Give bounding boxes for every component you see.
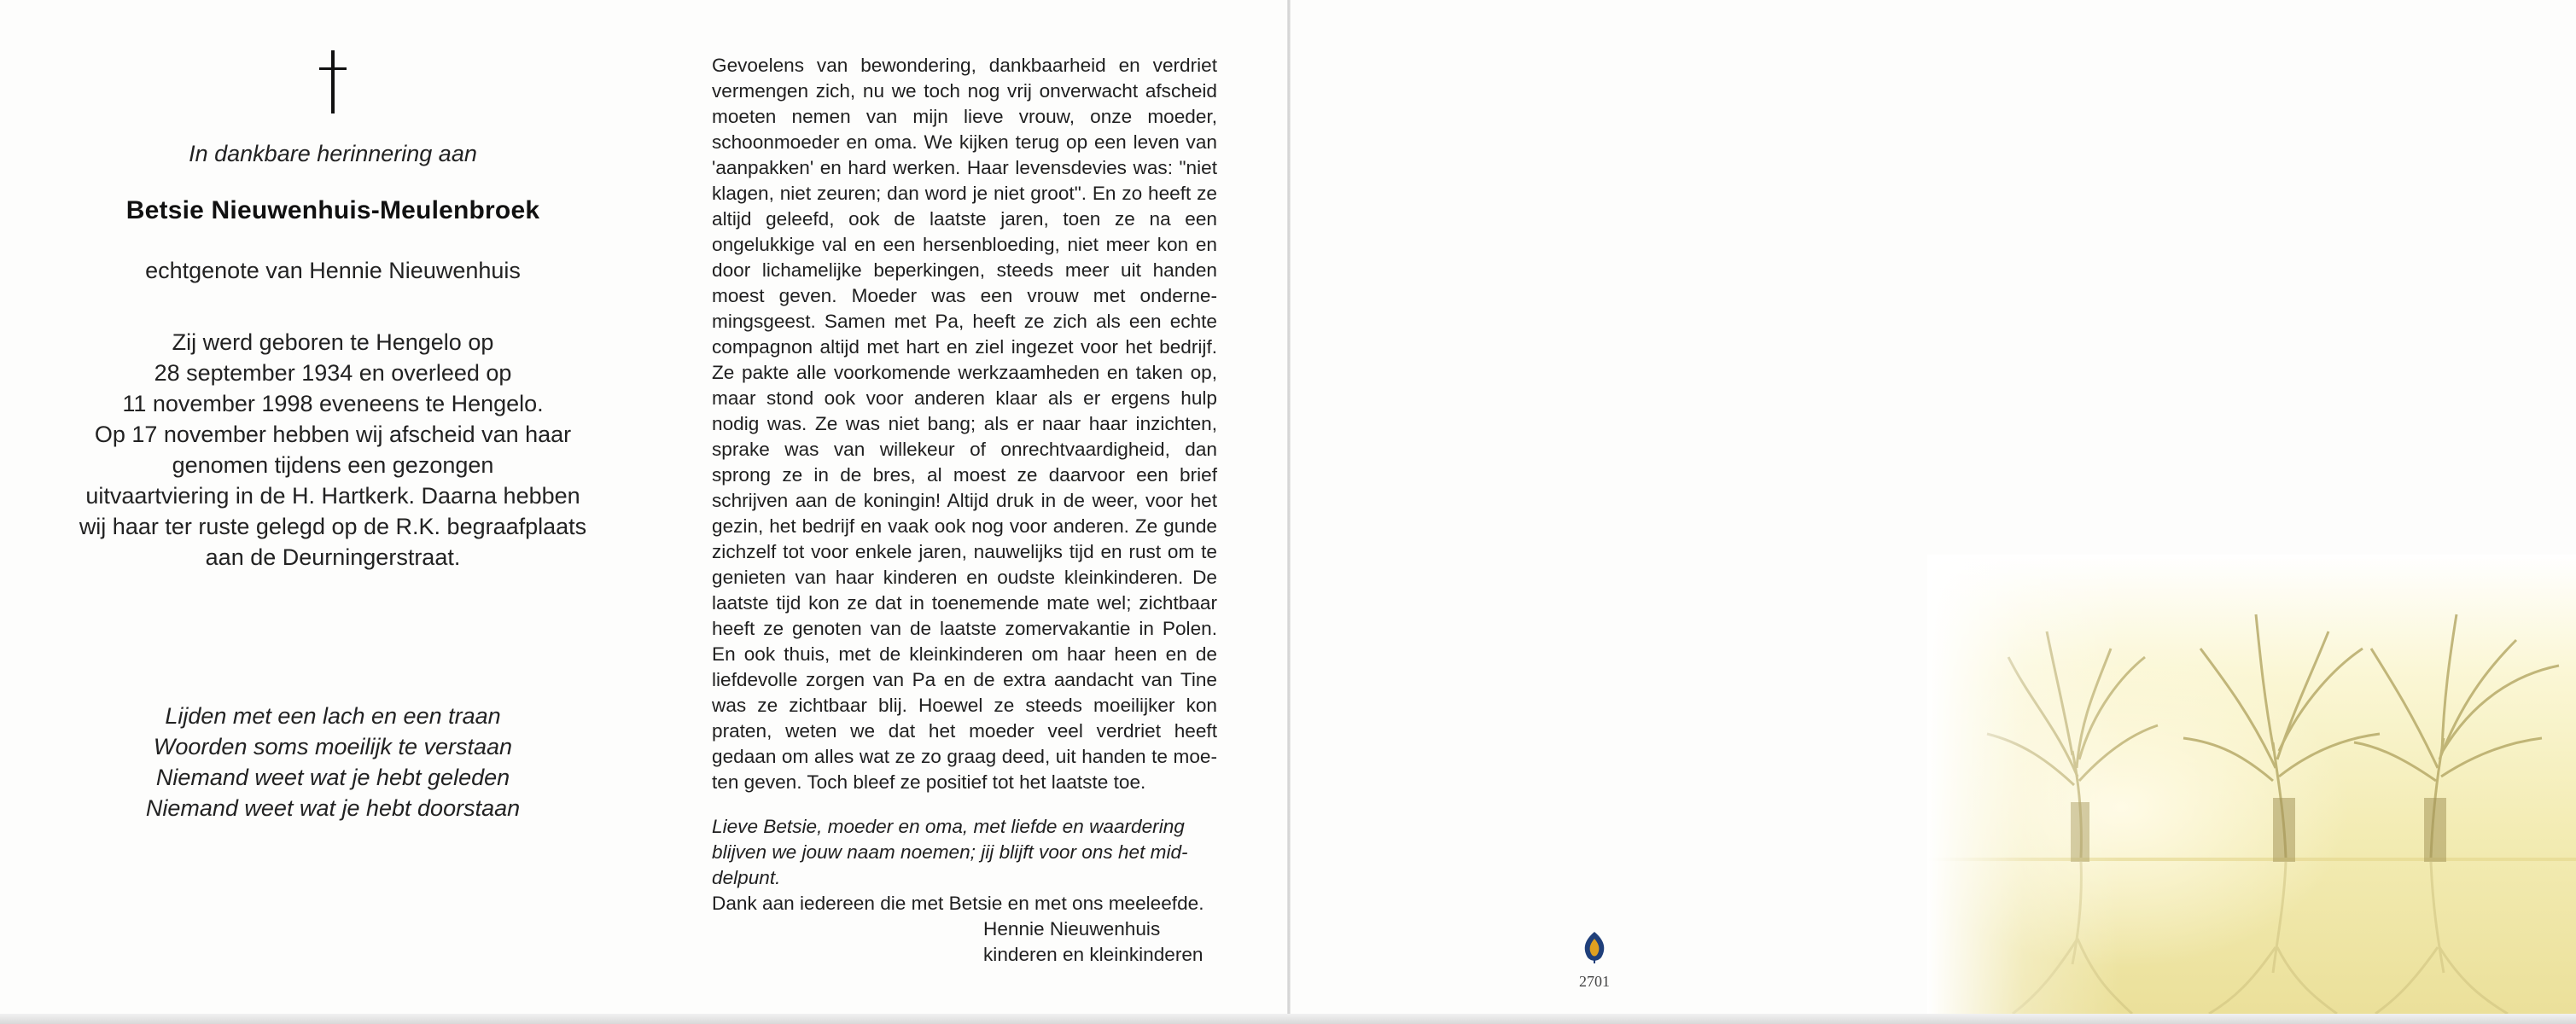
card-fold <box>1287 0 1291 1024</box>
signature-line: kinderen en kleinkinderen <box>983 944 1203 965</box>
signature-line: Hennie Nieuwenhuis <box>983 918 1161 940</box>
bio-line: 11 november 1998 eveneens te Hengelo. <box>122 391 544 416</box>
poem-line: Niemand weet wat je hebt geleden <box>155 765 510 790</box>
card-code: 2701 <box>1579 973 1610 990</box>
intro-text: In dankbare herinnering aan <box>189 141 477 166</box>
tribute-text: Lieve Betsie, moeder en oma, met liefde en waardering blijven we jouw naam noemen; jij blijft voor ons het mid-delpunt. <box>712 816 1188 888</box>
willow-trees-photo <box>1927 555 2576 1014</box>
cross-icon <box>307 47 358 115</box>
left-panel <box>51 47 615 823</box>
memorial-paragraph: Gevoelens van bewondering, dankbaarheid en verdriet vermengen zich, nu we toch nog vrij onverwacht afscheid moeten nemen van mijn lieve vrouw, onze moeder, schoonmoeder en oma. We kijken terug op een leven van 'aanpakken' en hard werken. Haar levensdevies was: "niet klagen, niet zeuren; dan word je niet groot". En zo heeft ze altijd geleefd, ook de laatste jaren, toen ze na een ongelukkige val en een hersenbloeding, niet meer kon en door lichamelijke beperkingen, steeds meer uit handen moest geven. Moeder was een vrouw met onderne-mingsgeest. Samen met Pa, heeft ze zich als een echte compagnon altijd met hart en ziel ingezet voor het bedrijf. Ze pakte alle voorkomende werkzaamheden en taken op, maar stond ook voor anderen klaar als er ergens hulp nodig was. Ze was niet bang; als er naar haar inzichten, sprake was van willekeur of onrechtvaardigheid, dan sprong ze in de bres, al moest ze daarvoor een brief schrijven aan de koningin! Altijd druk in de weer, voor het gezin, het bedrijf en vaak ook nog voor anderen. Ze gunde zichzelf tot voor enkele jaren, nauwelijks tijd en rust om te genieten van haar kinderen en oudste kleinkinderen. De laatste tijd kon ze dat in toenemende mate wel; zichtbaar heeft ze genoten van de laatste zomervakantie in Polen. En ook thuis, met de kleinkinderen om haar heen en de liefdevolle zorgen van Pa en de extra aandacht van Tine was ze zichtbaar blij. Hoewel ze steeds moeilijker kon praten, weten we dat het moeder veel verdriet heeft gedaan om alles wat ze zo graag deed, uit handen te moe-ten geven. Toch bleef ze positief tot het laatste toe. <box>712 55 1217 793</box>
poem-line: Lijden met een lach en een traan <box>165 703 501 729</box>
bio-line: aan de Deurningerstraat. <box>205 544 461 570</box>
poem-block <box>51 701 615 823</box>
deceased-name: Betsie Nieuwenhuis-Meulenbroek <box>125 196 540 224</box>
thanks-text: Dank aan iedereen die met Betsie en met ons meeleefde. <box>712 893 1204 914</box>
card-bottom-edge <box>0 1014 2576 1024</box>
poem-line: Woorden soms moeilijk te verstaan <box>153 734 513 759</box>
poem-line: Niemand weet wat je hebt doorstaan <box>145 795 521 821</box>
bio-line: uitvaartviering in de H. Hartkerk. Daarna hebben <box>85 483 580 509</box>
bio-line: genomen tijdens een gezongen <box>172 452 494 478</box>
bio-line: wij haar ter ruste gelegd op de R.K. begraafplaats <box>79 514 587 539</box>
bio-line: Op 17 november hebben wij afscheid van haar <box>94 422 572 447</box>
bio-line: 28 september 1934 en overleed op <box>154 360 512 386</box>
bio-block <box>51 327 615 573</box>
spouse-line: echtgenote van Hennie Nieuwenhuis <box>145 258 521 283</box>
leaf-logo-icon <box>1579 930 1610 964</box>
bio-line: Zij werd geboren te Hengelo op <box>172 329 494 355</box>
middle-panel <box>712 53 1217 968</box>
